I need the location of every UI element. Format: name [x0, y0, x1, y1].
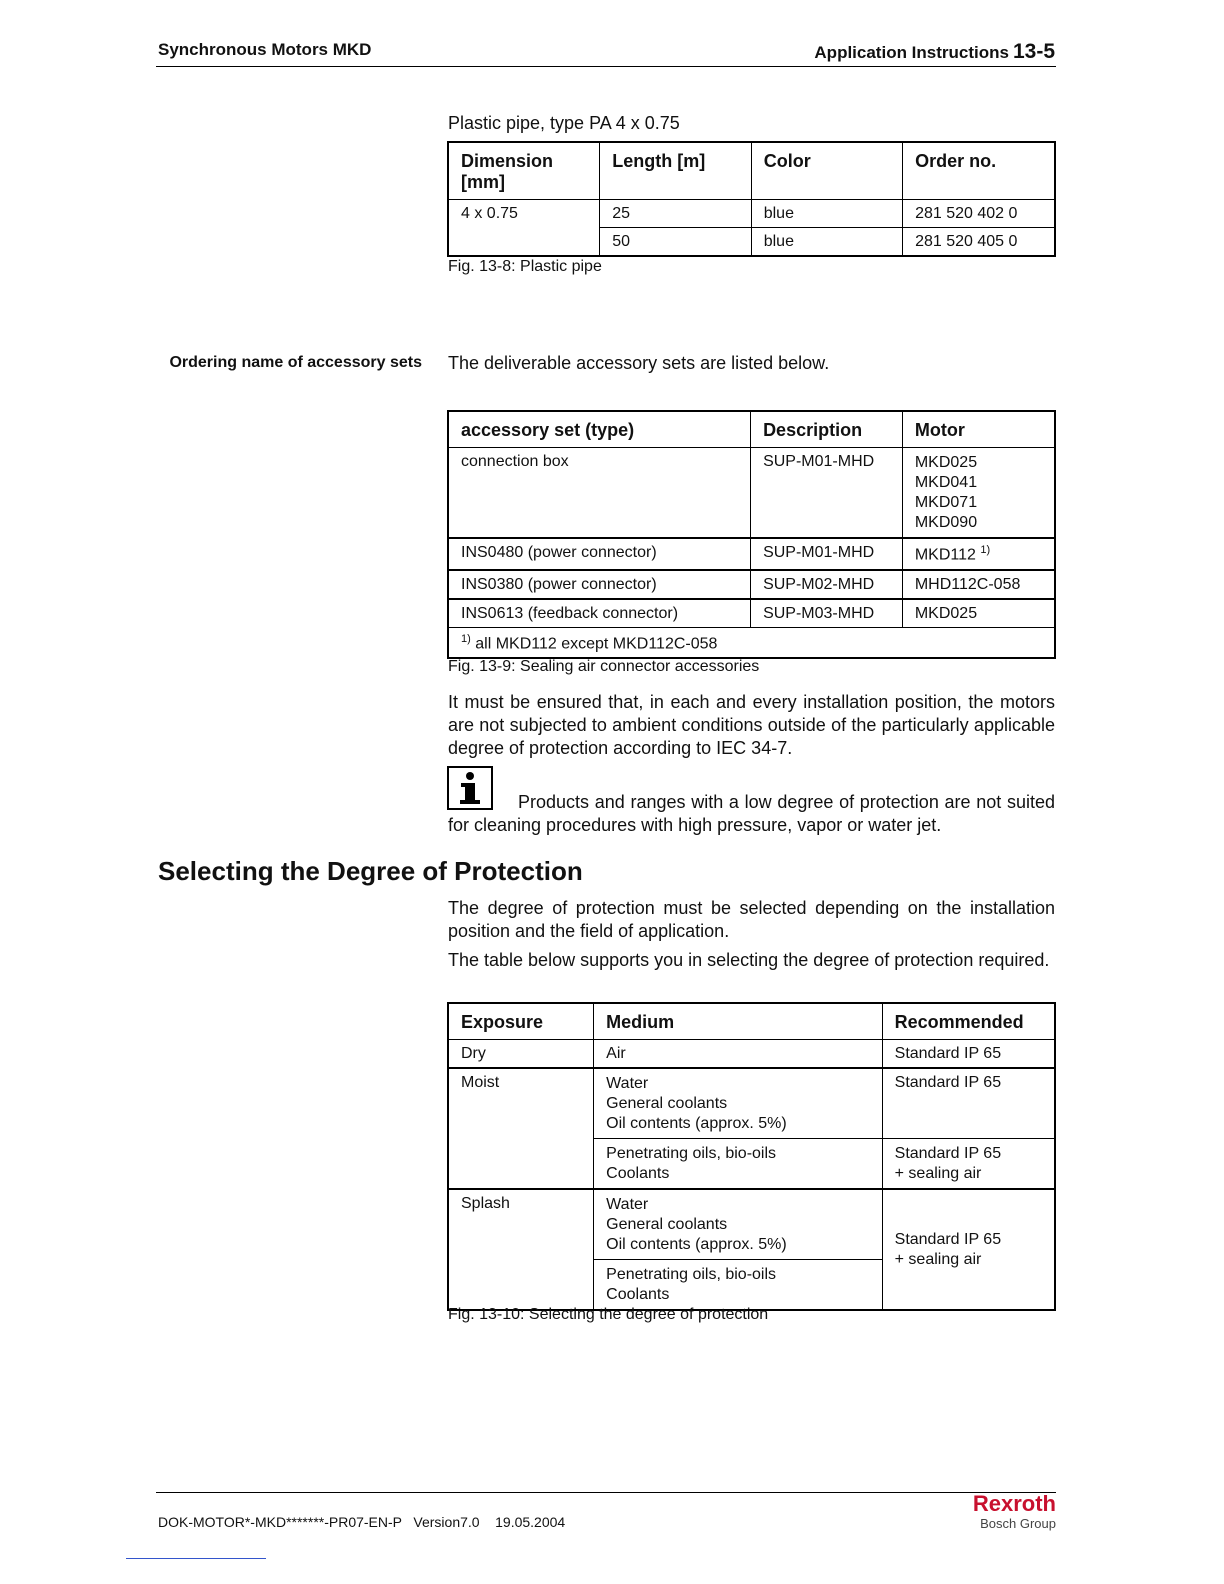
pipe-col-order: Order no. [903, 142, 1055, 199]
acc-type: INS0480 (power connector) [448, 538, 751, 570]
prot-recommended: Standard IP 65 + sealing air [882, 1189, 1055, 1310]
running-header-section [814, 40, 1055, 64]
table-row [448, 447, 1055, 538]
acc-description: SUP-M02-MHD [751, 570, 903, 599]
pipe-cell: blue [751, 227, 902, 256]
acc-col-type: accessory set (type) [448, 411, 751, 447]
footnote-text: all MKD112 except MKD112C-058 [475, 634, 718, 652]
prot-recommended: Standard IP 65 + sealing air [882, 1139, 1055, 1190]
pipe-caption: Fig. 13-8: Plastic pipe [448, 258, 602, 275]
table-row [448, 599, 1055, 628]
table-row [448, 1189, 1055, 1260]
pipe-heading: Plastic pipe, type PA 4 x 0.75 [448, 113, 680, 133]
accessory-caption: Fig. 13-9: Sealing air connector accessories [448, 658, 760, 675]
pipe-cell: 281 520 405 0 [903, 227, 1055, 256]
pipe-col-length: Length [m] [600, 142, 751, 199]
prot-medium: Penetrating oils, bio-oils Coolants [594, 1139, 882, 1190]
acc-description: SUP-M03-MHD [751, 599, 903, 628]
footnote-mark: 1) [461, 632, 471, 645]
pipe-col-dimension: Dimension [mm] [448, 142, 600, 199]
pipe-cell: 50 [600, 227, 751, 256]
acc-type: connection box [448, 447, 751, 538]
accessory-table [447, 410, 1056, 659]
protection-para-1: The degree of protection must be selected depending on the installation position and the field of application. [448, 898, 1055, 941]
header-rule [156, 66, 1056, 67]
prot-col-medium: Medium [594, 1003, 882, 1039]
table-row [448, 538, 1055, 570]
side-label: Ordering name of accessory sets [169, 354, 422, 371]
acc-type: INS0613 (feedback connector) [448, 599, 751, 628]
acc-col-motor: Motor [902, 411, 1055, 447]
footnote-ref: 1) [980, 543, 991, 556]
brand-name: Rexroth [972, 1491, 1056, 1516]
table-row [448, 570, 1055, 599]
brand-logo [973, 1492, 1056, 1531]
accessory-intro: The deliverable accessory sets are listed below. [448, 353, 830, 373]
acc-motor-cell [902, 538, 1055, 570]
pipe-cell: blue [751, 199, 902, 227]
pipe-table [447, 141, 1056, 257]
prot-exposure: Splash [448, 1189, 594, 1310]
footer-doc-id: DOK-MOTOR*-MKD*******-PR07-EN-P Version7.0 19.05.2004 [158, 1514, 566, 1530]
prot-medium: Water General coolants Oil contents (approx. 5%) [594, 1189, 882, 1260]
prot-medium: Air [594, 1039, 882, 1068]
table-row [448, 1068, 1055, 1139]
section-heading: Selecting the Degree of Protection [158, 856, 583, 886]
table-row [448, 1039, 1055, 1068]
ensure-paragraph: It must be ensured that, in each and every installation position, the motors are not subjected to ambient conditions outside of the particularly applicable degree of protection according to IEC 34-7. [448, 692, 1055, 758]
prot-recommended: Standard IP 65 [882, 1068, 1055, 1139]
pipe-cell: 4 x 0.75 [448, 199, 600, 256]
footer-rule [156, 1492, 1056, 1493]
acc-motor: MKD025 MKD041 MKD071 MKD090 [902, 447, 1055, 538]
prot-col-exposure: Exposure [448, 1003, 594, 1039]
prot-exposure: Dry [448, 1039, 594, 1068]
section-name: Application Instructions [814, 43, 1009, 62]
footnote-cell [448, 627, 1055, 658]
protection-caption: Fig. 13-10: Selecting the degree of protection [448, 1306, 769, 1323]
prot-medium: Penetrating oils, bio-oils Coolants [594, 1260, 882, 1311]
table-row [448, 199, 1055, 227]
acc-motor: MKD025 [902, 599, 1055, 628]
brand-group: Bosch Group [980, 1516, 1056, 1531]
pipe-cell: 281 520 402 0 [903, 199, 1055, 227]
link-underline [126, 1558, 266, 1559]
pipe-col-color: Color [751, 142, 902, 199]
info-note: Products and ranges with a low degree of protection are not suited for cleaning procedures with high pressure, vapor or water jet. [448, 792, 1055, 835]
acc-motor: MHD112C-058 [902, 570, 1055, 599]
pipe-cell: 25 [600, 199, 751, 227]
prot-exposure: Moist [448, 1068, 594, 1189]
prot-recommended: Standard IP 65 [882, 1039, 1055, 1068]
running-header-title: Synchronous Motors MKD [158, 40, 372, 59]
protection-para-2: The table below supports you in selecting the degree of protection required. [448, 950, 1050, 970]
acc-description: SUP-M01-MHD [751, 538, 903, 570]
acc-description: SUP-M01-MHD [751, 447, 903, 538]
prot-medium: Water General coolants Oil contents (approx. 5%) [594, 1068, 882, 1139]
prot-col-recommended: Recommended [882, 1003, 1055, 1039]
acc-motor: MKD112 [914, 545, 976, 563]
page-number: 13-5 [1012, 40, 1055, 63]
protection-table [447, 1002, 1056, 1311]
table-row [448, 627, 1055, 658]
acc-col-description: Description [751, 411, 903, 447]
acc-type: INS0380 (power connector) [448, 570, 751, 599]
